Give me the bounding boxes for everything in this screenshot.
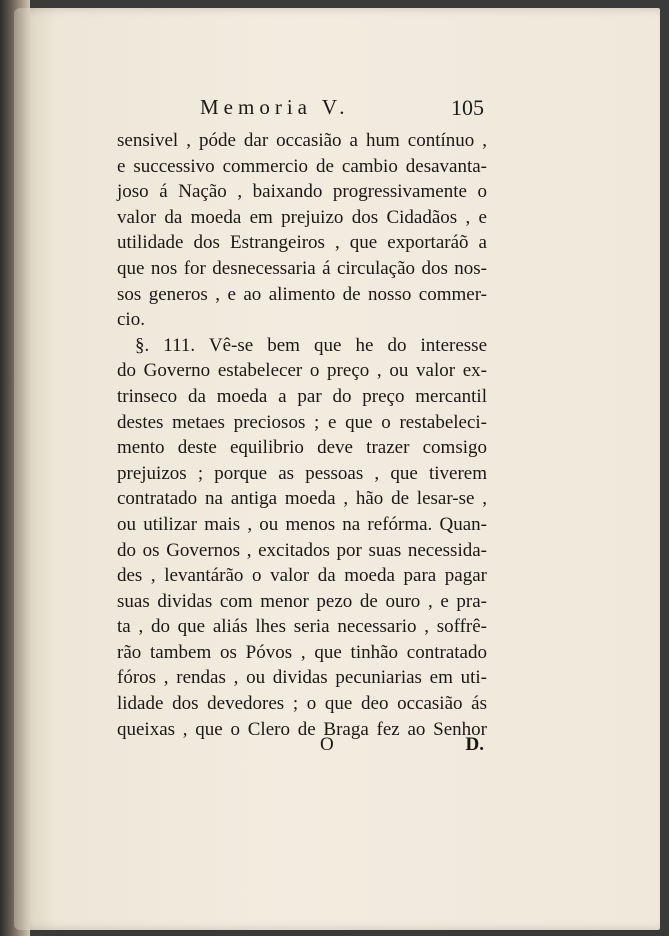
text-line: lidade dos devedores ; o que deo occasião ás [117,693,487,715]
text-line: do Governo estabelecer o preço , ou valor ex- [117,360,487,382]
page-header [200,95,484,125]
signature-mark: O [320,734,334,755]
text-line: utilidade dos Estrangeiros , que exportaráõ a [117,232,487,254]
text-line: prejuizos ; porque as pessoas , que tiverem [117,462,487,484]
text-line: ta , do que aliás lhes seria necessario , soffrê- [117,616,487,638]
running-title: Memoria V. [200,95,350,119]
text-line: suas dividas com menor pezo de ouro , e pra- [117,590,487,612]
catchword: D. [465,734,484,755]
text-line: cio. [117,309,145,331]
page-gutter [14,8,30,930]
text-line: valor da moeda em prejuizo dos Cidadãos , e [117,206,487,228]
text-line: rão tambem os Póvos , que tinhão contratado [117,641,487,663]
text-line: ou utilizar mais , ou menos na refórma. Quan- [117,513,487,535]
text-line: que nos for desnecessaria á circulação dos nos- [117,257,487,279]
text-line: contratado na antiga moeda , hão de lesar-se , [117,488,487,510]
text-line: fóros , rendas , ou dividas pecuniarias em uti- [117,667,487,689]
page-number: 105 [451,95,484,120]
text-line: e successivo commercio de cambio desavanta- [117,155,487,177]
page-footer [300,734,490,760]
text-line: mento deste equilibrio deve trazer comsigo [117,437,487,459]
body-text [117,128,487,742]
text-line: destes metaes preciosos ; e que o restabeleci- [117,411,487,433]
text-line: sensivel , póde dar occasião a hum contínuo , [117,130,487,151]
text-line: sos generos , e ao alimento de nosso commer- [117,283,487,305]
text-line: joso á Nação , baixando progressivamente o [117,181,487,203]
paragraph-start-line: §. 111. Vê-se bem que he do interesse [135,334,487,356]
text-line: do os Governos , excitados por suas necessida- [117,539,487,561]
text-line: trinseco da moeda a par do preço mercantil [117,385,487,407]
text-line: des , levantárão o valor da moeda para pagar [117,565,487,587]
text-line: queixas , que o Clero de Braga fez ao Senhor [117,718,487,740]
